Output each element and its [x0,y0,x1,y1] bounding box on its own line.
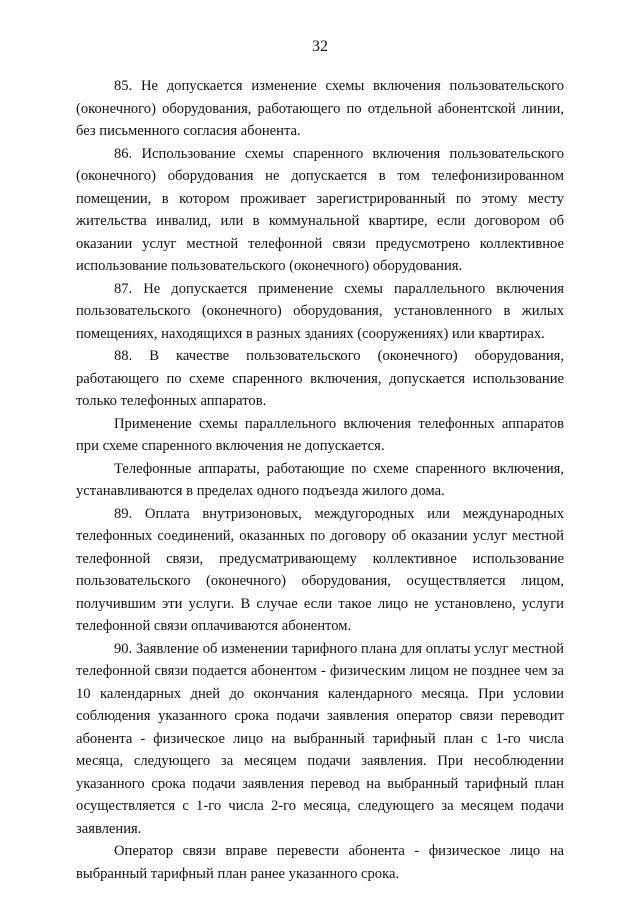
paragraph-86: 86. Использование схемы спаренного включения пользовательского (оконечного) оборудования не допускается в том телефонизированном помещении, в котором проживает зарегистрированный по этому месту жительства инвалид, или в коммунальной квартире, если договором об оказании услуг местной телефонной связи предусмотрено коллективное использование пользовательского (оконечного) оборудования. [76,145,564,274]
paragraph-85: 85. Не допускается изменение схемы включения пользовательского (оконечного) оборудования, работающего по отдельной абонентской линии, без письменного согласия абонента. [76,78,564,139]
paragraph-89: 89. Оплата внутризоновых, междугородных или международных телефонных соединений, оказанных по договору об оказании услуг местной телефонной связи, предусматривающему коллективное использование пользовательского (оконечного) оборудования, осуществляется лицом, получившим эти услуги. В случае если такое лицо не установлено, услуги телефонной связи оплачиваются абонентом. [76,505,564,634]
paragraph-88-phones: Телефонные аппараты, работающие по схеме спаренного включения, устанавливаются в пределах одного подъезда жилого дома. [76,460,564,499]
paragraph-88: 88. В качестве пользовательского (оконечного) оборудования, работающего по схеме спаренного включения, допускается использование только телефонных аппаратов. [76,348,564,409]
paragraph-87: 87. Не допускается применение схемы параллельного включения пользовательского (оконечного) оборудования, установленного в жилых помещениях, находящихся в разных зданиях (сооружениях) или квартирах. [76,280,564,342]
paragraph-88-parallel: Применение схемы параллельного включения телефонных аппаратов при схеме спаренного включения не допускается. [76,415,564,454]
document-body [76,75,564,885]
paragraph-90-operator: Оператор связи вправе перевести абонента - физическое лицо на выбранный тарифный план ранее указанного срока. [76,843,564,882]
page-number: 32 [312,38,328,55]
paragraph-90: 90. Заявление об изменении тарифного плана для оплаты услуг местной телефонной связи подается абонентом - физическим лицом не позднее чем за 10 календарных дней до окончания календарного месяца. При условии соблюдения указанного срока подачи заявления оператор связи переводит абонента - физическое лицо на выбранный тарифный план с 1-го числа месяца, следующего за месяцем подачи заявления. При несоблюдении указанного срока подачи заявления перевод на выбранный тарифный план осуществляется с 1-го числа 2-го месяца, следующего за месяцем подачи заявления. [76,640,564,837]
